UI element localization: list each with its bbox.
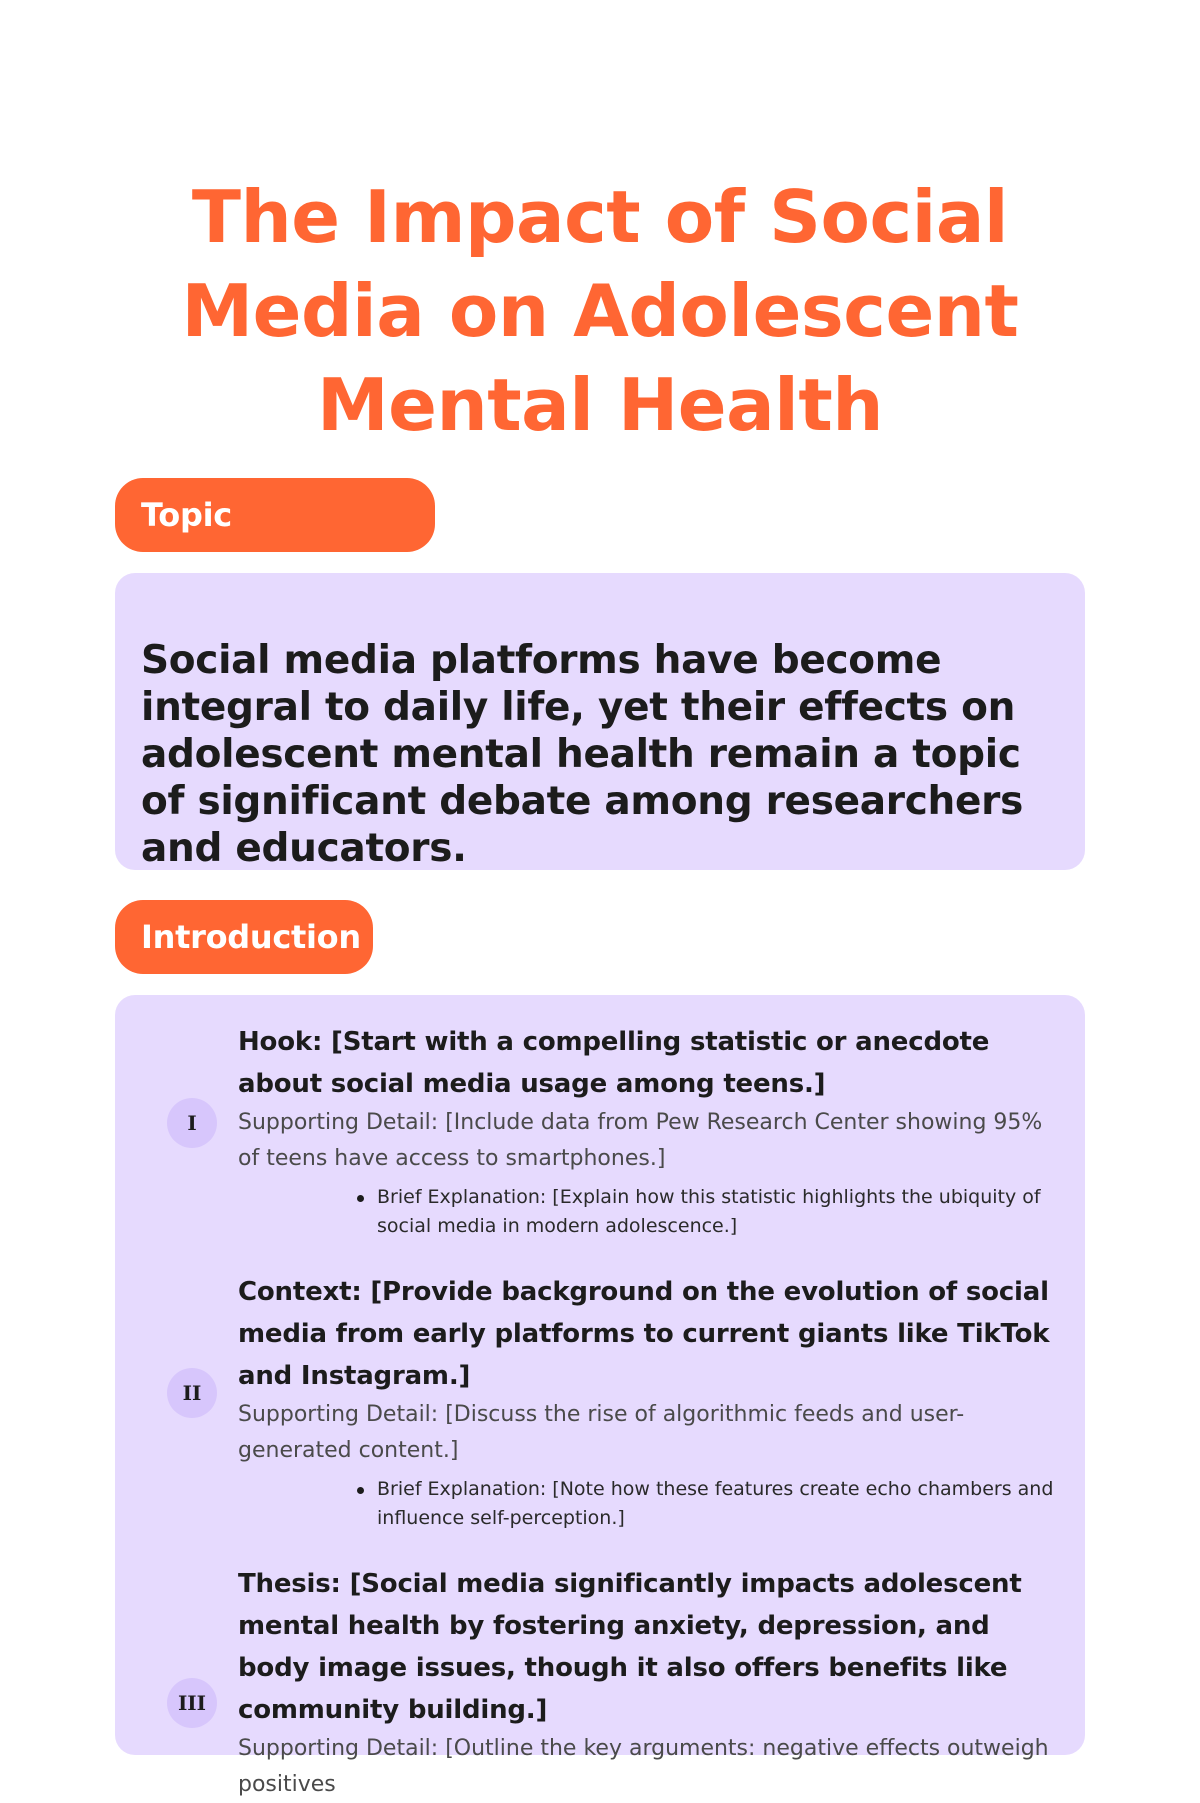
- topic-statement-text: Social media platforms have become integral to daily life, yet their effects on adolescent mental health remain a topic of significant debate among researchers and educators.: [141, 638, 1023, 871]
- item-heading: Context: [Provide background on the evolution of social media from early platforms to current giants like TikTok and Instagram.]: [238, 1277, 1050, 1391]
- topic-statement-card: [115, 573, 1085, 870]
- brief-explanation: Brief Explanation: [Note how these features create echo chambers and influence self-perception.]: [355, 1475, 1059, 1533]
- topic-statement-heading: Topic: [115, 478, 435, 552]
- introduction-card: [115, 995, 1085, 1797]
- introduction-heading: Introduction: [115, 900, 373, 974]
- explanation-list: [238, 1183, 1059, 1241]
- explanation-list: [238, 1475, 1059, 1533]
- item-heading: Hook: [Start with a compelling statistic or anecdote about social media usage among teens.]: [238, 1027, 990, 1099]
- intro-item-thesis: [141, 1563, 1059, 1803]
- supporting-detail: Supporting Detail: [Include data from Pew Research Center showing 95% of teens have access to smartphones.]: [238, 1110, 1043, 1171]
- intro-item-context: [141, 1271, 1059, 1533]
- page-title: The Impact of Social Media on Adolescent Mental Health: [181, 175, 1019, 447]
- supporting-detail: Supporting Detail: [Discuss the rise of algorithmic feeds and user-generated content.]: [238, 1402, 965, 1463]
- brief-explanation: Brief Explanation: [Explain how this statistic highlights the ubiquity of social media in modern adolescence.]: [355, 1183, 1059, 1241]
- intro-item-hook: [141, 1021, 1059, 1241]
- item-heading: Thesis: [Social media significantly impacts adolescent mental health by fostering anxiety, depression, and body image issues, though it also offers benefits like community building.]: [238, 1569, 1022, 1725]
- supporting-detail: Supporting Detail: [Outline the key arguments: negative effects outweigh positives: [238, 1736, 1049, 1797]
- roman-numeral-badge: III: [167, 1678, 217, 1728]
- roman-numeral-badge: I: [167, 1098, 217, 1148]
- roman-numeral-badge: II: [167, 1368, 217, 1418]
